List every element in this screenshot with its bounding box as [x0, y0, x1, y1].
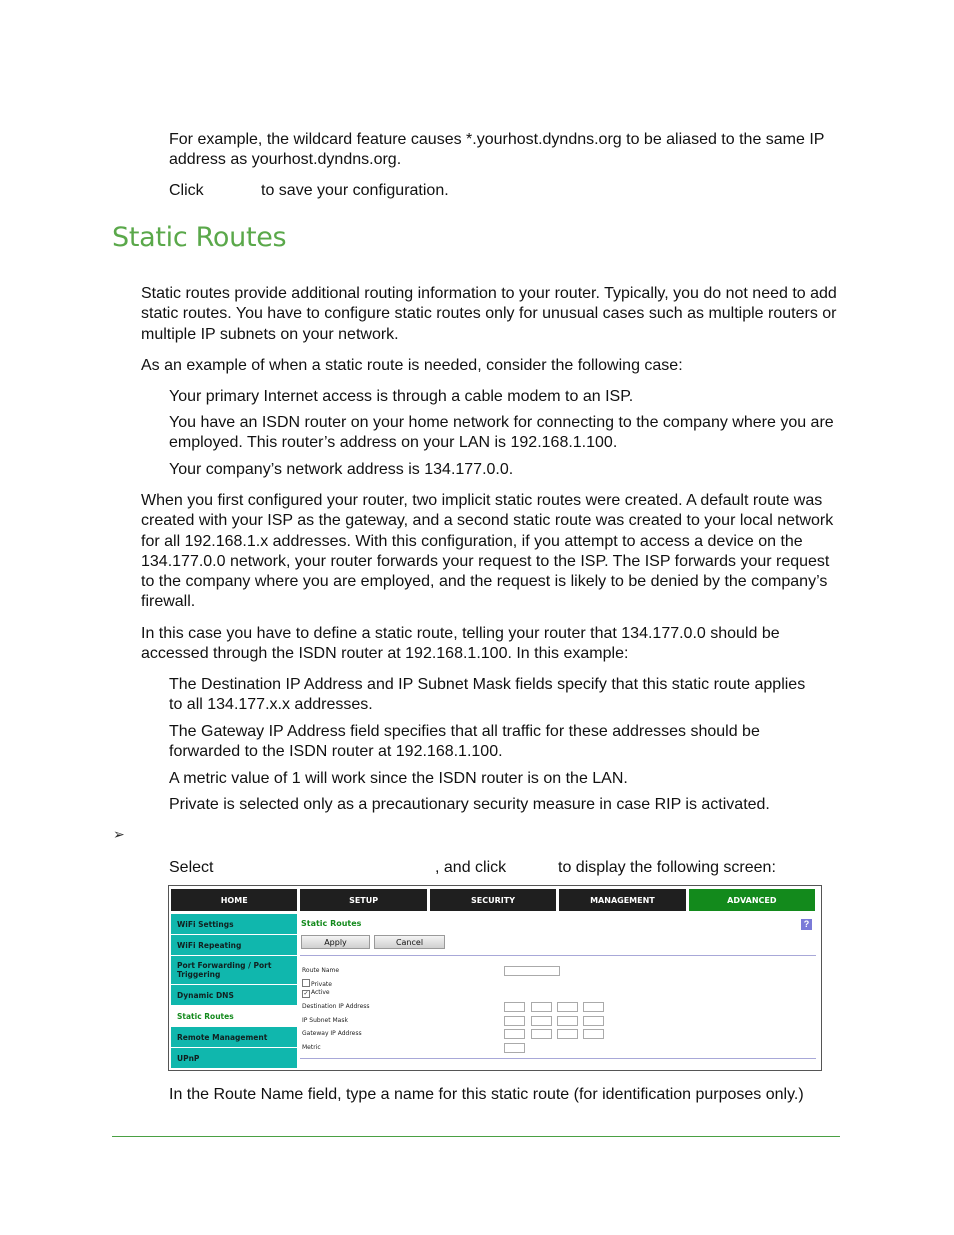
subnet-mask-octet-1[interactable]: [504, 1016, 525, 1026]
gateway-ip-label: Gateway IP Address: [302, 1030, 362, 1037]
apply-button[interactable]: Apply: [301, 935, 370, 949]
route-name-label: Route Name: [302, 967, 340, 974]
click-word: Click: [169, 182, 204, 199]
wildcard-paragraph: For example, the wildcard feature causes *.yourhost.dyndns.org to be aliased to the same IP address as yourhost.dyndns.org.: [169, 131, 825, 169]
top-tabs: [171, 889, 815, 911]
case-item: You have an ISDN router on your home network for connecting to the company where you are employed. This router’s address on your LAN is 192.168.1.100.: [169, 414, 834, 452]
case-item: Your primary Internet access is through a cable modem to an ISP.: [169, 388, 634, 405]
step-and-click: , and click: [435, 859, 507, 876]
gateway-ip-octet-3[interactable]: [557, 1029, 578, 1039]
step-display: to display the following screen:: [558, 859, 776, 876]
example-lead: As an example of when a static route is needed, consider the following case:: [141, 357, 683, 374]
example-item: The Destination IP Address and IP Subnet Mask fields specify that this static route applies to all 134.177.x.x addresses.: [169, 676, 806, 714]
active-option[interactable]: [302, 989, 330, 998]
bottom-divider: [300, 1058, 816, 1059]
gateway-ip-octet-1[interactable]: [504, 1029, 525, 1039]
step-select: Select: [169, 859, 214, 876]
sidebar-item-remote-management[interactable]: Remote Management: [171, 1027, 297, 1047]
private-label: Private: [311, 981, 332, 988]
sidebar-item-static-routes[interactable]: Static Routes: [171, 1006, 297, 1026]
step-arrow-icon: ➢: [113, 826, 125, 842]
case-item: Your company’s network address is 134.177.0.0.: [169, 461, 514, 478]
subnet-mask-octet-2[interactable]: [531, 1016, 552, 1026]
save-config-text: to save your configuration.: [261, 182, 449, 199]
router-screenshot: [168, 885, 822, 1071]
tab-security[interactable]: SECURITY: [430, 889, 556, 911]
metric-input[interactable]: [504, 1043, 525, 1053]
sidebar: [171, 914, 297, 1069]
configuration-paragraph: When you first configured your router, two implicit static routes were created. A default route was created with your ISP as the gateway, and a second static route was created to your local network for all 192.168.1.x addresses. With this configuration, if you attempt to access a device on the 134.177.0.0 network, your router forwards your request to the ISP. The ISP forwards your request to the company where you are employed, and the request is likely to be denied by the company’s firewall.: [141, 492, 834, 611]
static-route-paragraph: In this case you have to define a static route, telling your router that 134.177.0.0 should be accessed through the ISDN router at 192.168.1.100. In this example:: [141, 625, 780, 663]
private-checkbox[interactable]: [302, 979, 310, 987]
sidebar-item-wifi-settings[interactable]: WiFi Settings: [171, 914, 297, 934]
subnet-mask-octet-3[interactable]: [557, 1016, 578, 1026]
active-label: Active: [311, 989, 330, 996]
tab-home[interactable]: HOME: [171, 889, 297, 911]
destination-ip-octet-2[interactable]: [531, 1002, 552, 1012]
tab-setup[interactable]: SETUP: [300, 889, 426, 911]
top-divider: [300, 955, 816, 956]
destination-ip-octet-3[interactable]: [557, 1002, 578, 1012]
tab-management[interactable]: MANAGEMENT: [559, 889, 685, 911]
route-name-instruction: In the Route Name field, type a name for this static route (for identification purposes only.): [169, 1086, 804, 1103]
example-item: A metric value of 1 will work since the ISDN router is on the LAN.: [169, 770, 628, 787]
destination-ip-octet-4[interactable]: [583, 1002, 604, 1012]
sidebar-item-dynamic-dns[interactable]: Dynamic DNS: [171, 985, 297, 1005]
route-name-input[interactable]: [504, 966, 560, 976]
active-checkbox[interactable]: ✓: [303, 990, 309, 997]
tab-advanced[interactable]: ADVANCED: [689, 889, 815, 911]
intro-paragraph: Static routes provide additional routing information to your router. Typically, you do not need to add static routes. You have to configure static routes only for unusual cases such as multiple routers or multiple IP subnets on your network.: [141, 285, 837, 343]
subnet-mask-label: IP Subnet Mask: [302, 1017, 348, 1024]
gateway-ip-octet-2[interactable]: [531, 1029, 552, 1039]
gateway-ip-octet-4[interactable]: [583, 1029, 604, 1039]
destination-ip-label: Destination IP Address: [302, 1003, 370, 1010]
subnet-mask-octet-4[interactable]: [583, 1016, 604, 1026]
cancel-button[interactable]: Cancel: [374, 935, 445, 949]
help-icon[interactable]: ?: [801, 919, 812, 930]
panel-title: Static Routes: [301, 919, 362, 928]
example-item: The Gateway IP Address field specifies that all traffic for these addresses should be forwarded to the ISDN router at 192.168.1.100.: [169, 723, 760, 761]
footer-divider: [112, 1136, 840, 1137]
example-item: Private is selected only as a precautionary security measure in case RIP is activated.: [169, 796, 770, 813]
section-heading: Static Routes: [112, 222, 287, 253]
metric-label: Metric: [302, 1044, 321, 1051]
private-option[interactable]: [302, 979, 332, 988]
sidebar-item-wifi-repeating[interactable]: WiFi Repeating: [171, 935, 297, 955]
sidebar-item-upnp[interactable]: UPnP: [171, 1048, 297, 1068]
sidebar-item-port-forwarding[interactable]: Port Forwarding / Port Triggering: [171, 956, 297, 984]
destination-ip-octet-1[interactable]: [504, 1002, 525, 1012]
